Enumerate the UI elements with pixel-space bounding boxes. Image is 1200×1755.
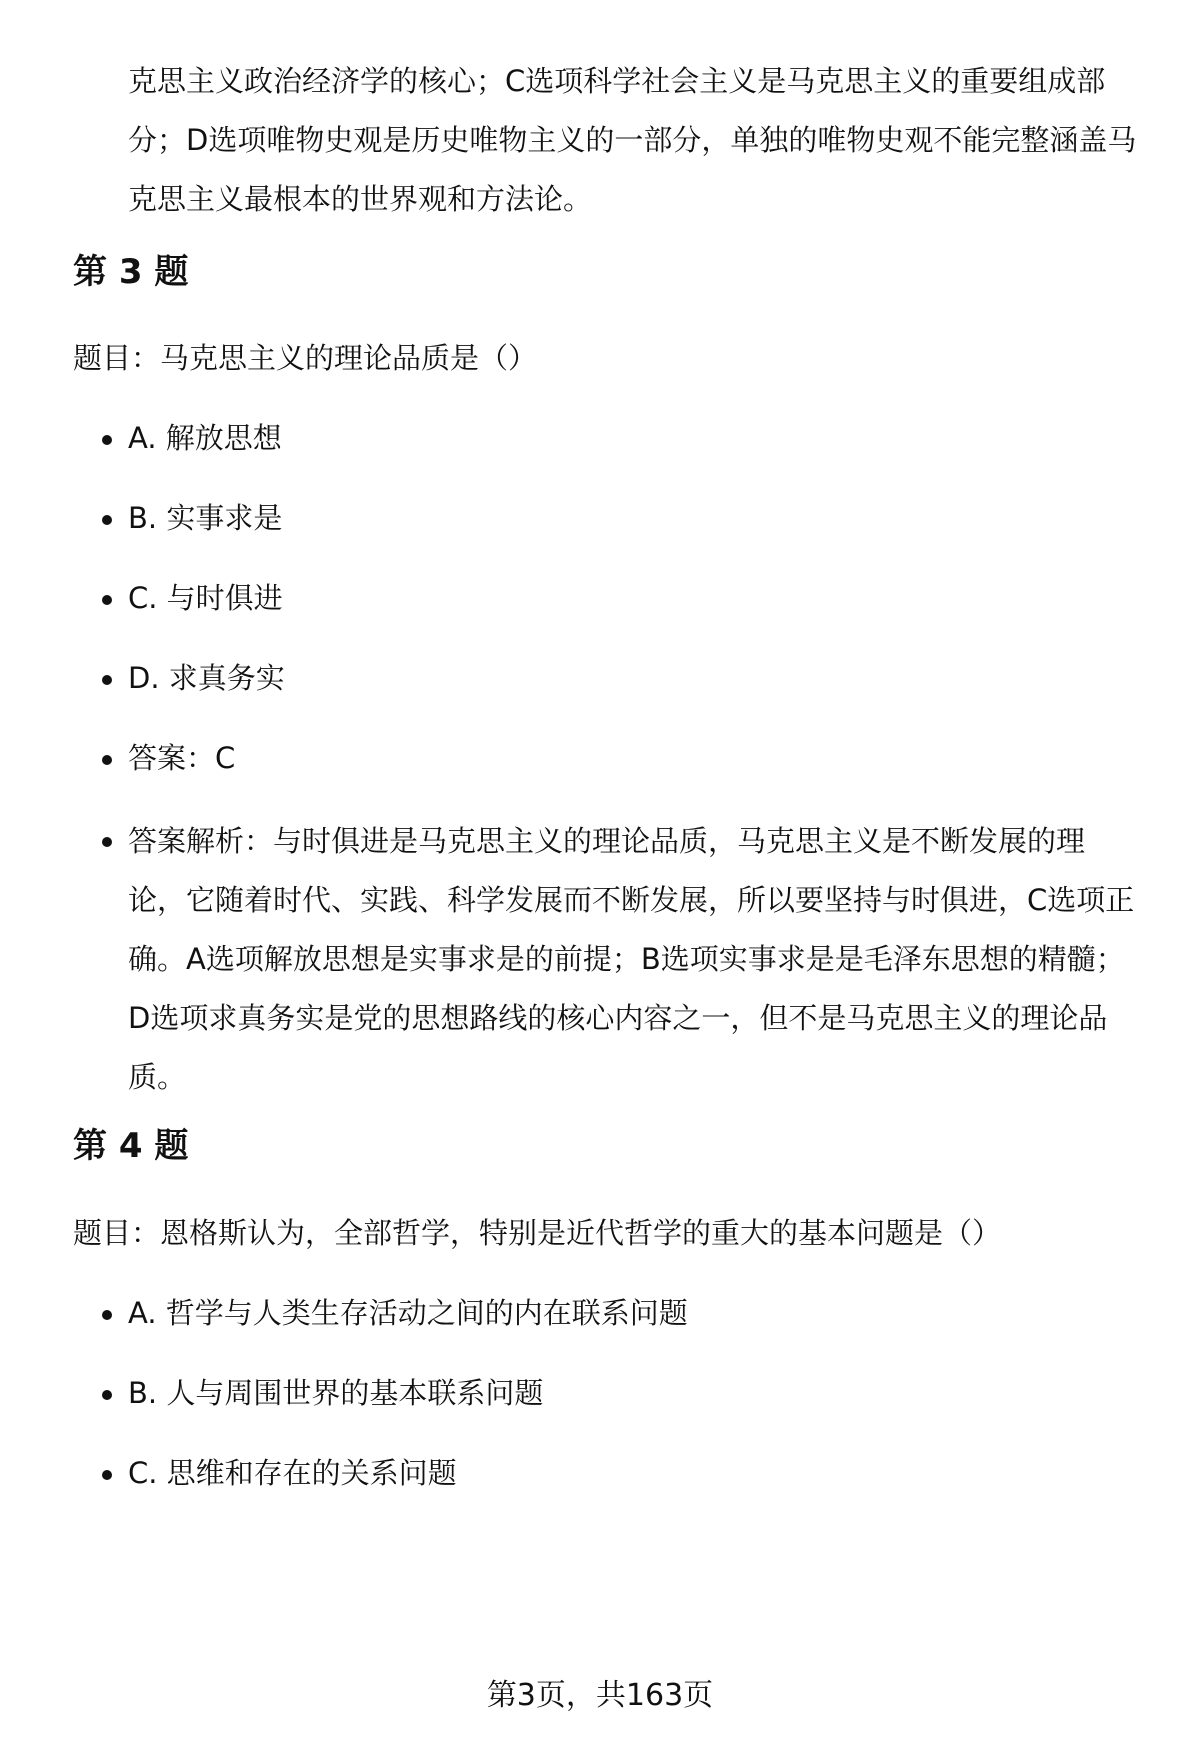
previous-answer-analysis-continuation: 克思主义政治经济学的核心；C选项科学社会主义是马克思主义的重要组成部分；D选项唯物史观是历史唯物主义的一部分，单独的唯物史观不能完整涵盖马克思主义最根本的世界观和方法论。: [128, 64, 1137, 216]
question-3-answer: 答案：C: [128, 738, 235, 778]
question-3-stem: 题目：马克思主义的理论品质是（）: [73, 341, 538, 375]
page-number-footer: 第3页，共163页: [486, 1678, 714, 1713]
question-3-option-d: D. 求真务实: [128, 658, 285, 698]
question-3-option-a: A. 解放思想: [128, 418, 282, 458]
question-3-analysis: 答案解析：与时俱进是马克思主义的理论品质，马克思主义是不断发展的理论，它随着时代、实践、科学发展而不断发展，所以要坚持与时俱进，C选项正确。A选项解放思想是实事求是的前提；B选项实事求是是毛泽东思想的精髓；D选项求真务实是党的思想路线的核心内容之一，但不是马克思主义的理论品质。: [128, 812, 1138, 1107]
question-4-option-b: B. 人与周围世界的基本联系问题: [128, 1373, 543, 1413]
question-4-stem: 题目：恩格斯认为，全部哲学，特别是近代哲学的重大的基本问题是（）: [73, 1216, 1002, 1250]
question-3-option-c: C. 与时俱进: [128, 578, 283, 618]
question-4-option-c: C. 思维和存在的关系问题: [128, 1453, 457, 1493]
question-4-option-a: A. 哲学与人类生存活动之间的内在联系问题: [128, 1293, 688, 1333]
question-3-option-b: B. 实事求是: [128, 498, 282, 538]
question-3-heading: 第 3 题: [73, 252, 189, 292]
question-4-heading: 第 4 题: [73, 1126, 189, 1166]
